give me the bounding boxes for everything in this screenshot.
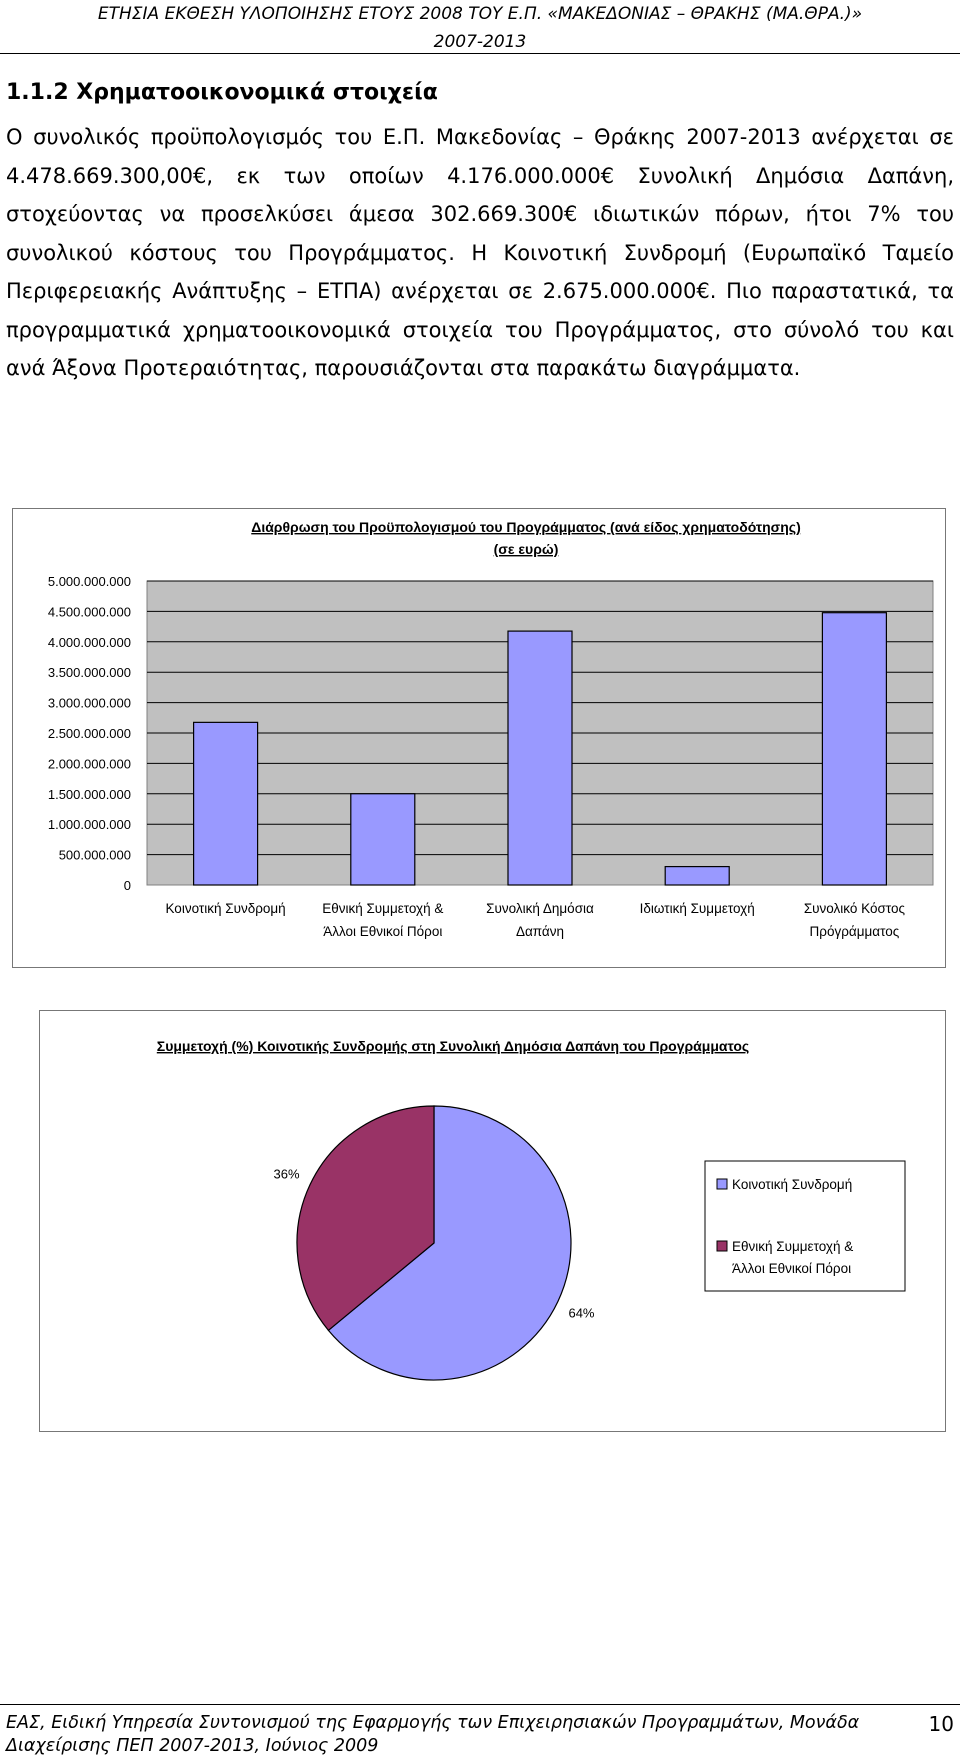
legend-label: Κοινοτική Συνδρομή [732, 1177, 853, 1192]
bar-chart-title: Διάρθρωση του Προϋπολογισμού του Προγράμματος (ανά είδος χρηματοδότησης) [251, 519, 801, 535]
header-line-2: 2007-2013 [433, 32, 527, 52]
x-tick-label: Πρόγράμματος [809, 924, 900, 939]
y-tick-label: 1.500.000.000 [47, 786, 131, 802]
y-tick-label: 1.000.000.000 [47, 817, 131, 833]
contribution-pie-chart [39, 1010, 946, 1432]
bar [508, 631, 572, 885]
pie-chart-title: Συμμετοχή (%) Κοινοτικής Συνδρομής στη Συνολική Δημόσια Δαπάνη του Προγράμματος [156, 1038, 750, 1054]
x-tick-label: Ιδιωτική Συμμετοχή [639, 901, 755, 916]
bar-chart-svg [13, 509, 945, 967]
bar [822, 613, 886, 885]
bar-chart-subtitle: (σε ευρώ) [493, 541, 559, 557]
header-line-1: ΕΤΗΣΙΑ ΕΚΘΕΣΗ ΥΛΟΠΟΙΗΣΗΣ ΕΤΟΥΣ 2008 ΤΟΥ Ε.Π. «ΜΑΚΕΔΟΝΙΑΣ – ΘΡΑΚΗΣ (ΜΑ.ΘΡΑ.)» [97, 4, 863, 24]
header-divider [0, 53, 960, 54]
page-footer [6, 1712, 906, 1758]
pie-data-label: 64% [568, 1305, 595, 1321]
y-tick-label: 500.000.000 [58, 847, 131, 863]
pie-legend [705, 1161, 905, 1291]
page-header [0, 0, 960, 56]
bar [665, 867, 729, 885]
legend-swatch [717, 1179, 727, 1189]
footer-line-2: Διαχείρισης ΠΕΠ 2007-2013, Ιούνιος 2009 [6, 1736, 379, 1756]
bar [351, 794, 415, 885]
y-tick-label: 0 [123, 878, 131, 893]
section-paragraph: Ο συνολικός προϋπολογισμός του Ε.Π. Μακεδονίας – Θράκης 2007-2013 ανέρχεται σε 4.478.669.300,00€, εκ των οποίων 4.176.000.000€ Συνολική Δημόσια Δαπάνη, στοχεύοντας να προσελκύσει άμεσα 302.669.300€ ιδιωτικών πόρων, ήτοι 7% του συνολικού κόστους του Προγράμματος. Η Κοινοτική Συνδρομή (Ευρωπαϊκό Ταμείο Περιφερειακής Ανάπτυξης – ΕΤΠΑ) ανέρχεται σε 2.675.000.000€. Πιο παραστατικά, τα προγραμματικά χρηματοοικονομικά στοιχεία του Προγράμματος, στο σύνολό του και ανά Άξονα Προτεραιότητας, παρουσιάζονται στα παρακάτω διαγράμματα. [6, 125, 954, 380]
footer-line-1: ΕΑΣ, Ειδική Υπηρεσία Συντονισμού της Εφαρμογής των Επιχειρησιακών Προγραμμάτων, Μονάδα [6, 1713, 860, 1733]
y-tick-label: 2.000.000.000 [47, 756, 131, 772]
x-tick-label: Εθνική Συμμετοχή & [322, 901, 444, 916]
pie-data-label: 36% [273, 1166, 300, 1182]
y-tick-label: 4.500.000.000 [47, 604, 131, 620]
x-tick-label: Συνολικό Κόστος [803, 901, 905, 916]
y-tick-label: 4.000.000.000 [47, 634, 131, 650]
pie-chart-svg [40, 1011, 945, 1431]
footer-divider [0, 1704, 960, 1705]
legend-label: Άλλοι Εθνικοί Πόροι [732, 1261, 852, 1276]
y-tick-label: 5.000.000.000 [47, 574, 131, 589]
legend-swatch [717, 1241, 727, 1251]
section-title: 1.1.2 Χρηματοοικονομικά στοιχεία [6, 80, 438, 105]
x-tick-label: Άλλοι Εθνικοί Πόροι [323, 924, 443, 939]
x-tick-label: Κοινοτική Συνδρομή [165, 901, 286, 916]
x-tick-label: Συνολική Δημόσια [486, 901, 594, 916]
y-tick-label: 3.500.000.000 [47, 665, 131, 681]
bar [194, 722, 258, 885]
legend-label: Εθνική Συμμετοχή & [732, 1239, 854, 1254]
budget-bar-chart [12, 508, 946, 968]
y-tick-label: 2.500.000.000 [47, 726, 131, 741]
y-tick-label: 3.000.000.000 [47, 695, 131, 711]
x-tick-label: Δαπάνη [515, 924, 565, 939]
page-number: 10 [928, 1712, 954, 1736]
